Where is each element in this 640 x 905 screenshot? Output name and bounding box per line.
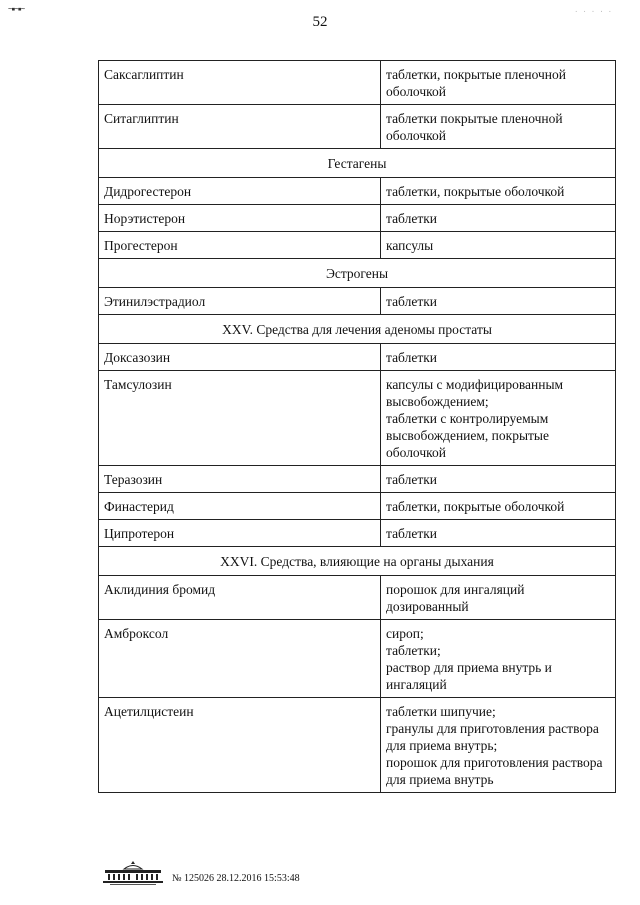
dosage-form-line: таблетки, покрытые пленочной оболочкой — [386, 67, 567, 99]
scan-artifact-left: ~▪~▪~ — [8, 5, 25, 13]
dosage-forms — [381, 620, 616, 698]
dosage-form-line: таблетки с контролируемым высвобождением, покрытые оболочкой — [386, 411, 549, 460]
drug-name: Этинилэстрадиол — [99, 288, 381, 315]
drug-name: Норэтистерон — [99, 205, 381, 232]
table-row — [99, 105, 616, 149]
table-row — [99, 178, 616, 205]
drug-name: Ацетилцистеин — [99, 698, 381, 793]
dosage-form-line: таблетки — [386, 472, 438, 487]
dosage-form-line: таблетки шипучие; — [386, 704, 496, 719]
table-row — [99, 576, 616, 620]
drug-name: Ципротерон — [99, 520, 381, 547]
table-row — [99, 698, 616, 793]
dosage-form-line: таблетки; — [386, 643, 441, 658]
drug-name: Саксаглиптин — [99, 61, 381, 105]
dosage-forms — [381, 205, 616, 232]
dosage-form-line: таблетки покрытые пленочной оболочкой — [386, 111, 563, 143]
dosage-form-line: таблетки — [386, 211, 438, 226]
section-header-row — [99, 149, 616, 178]
section-title: Эстрогены — [99, 259, 616, 288]
dosage-form-line: порошок для приготовления раствора для приема внутрь — [386, 755, 603, 787]
dosage-form-line: сироп; — [386, 626, 424, 641]
drug-name: Ситаглиптин — [99, 105, 381, 149]
dosage-forms — [381, 105, 616, 149]
dosage-form-line: таблетки, покрытые оболочкой — [386, 184, 565, 199]
drug-name: Амброксол — [99, 620, 381, 698]
table-row — [99, 520, 616, 547]
dosage-forms — [381, 493, 616, 520]
section-title: XXV. Средства для лечения аденомы простаты — [99, 315, 616, 344]
section-header-row — [99, 547, 616, 576]
drug-name: Тамсулозин — [99, 371, 381, 466]
dosage-forms — [381, 520, 616, 547]
dosage-form-line: капсулы с модифицированным высвобождением; — [386, 377, 564, 409]
drug-name: Дидрогестерон — [99, 178, 381, 205]
dosage-form-line: таблетки — [386, 294, 438, 309]
drug-table — [98, 60, 616, 793]
drug-name: Финастерид — [99, 493, 381, 520]
table-row — [99, 205, 616, 232]
section-header-row — [99, 315, 616, 344]
table-row — [99, 493, 616, 520]
table-row — [99, 288, 616, 315]
dosage-form-line: раствор для приема внутрь и ингаляций — [386, 660, 552, 692]
drug-name: Аклидиния бромид — [99, 576, 381, 620]
section-header-row — [99, 259, 616, 288]
table-row — [99, 61, 616, 105]
registration-stamp: № 125026 28.12.2016 15:53:48 — [172, 873, 300, 884]
dosage-form-line: таблетки, покрытые оболочкой — [386, 499, 565, 514]
dosage-forms — [381, 232, 616, 259]
dosage-forms — [381, 698, 616, 793]
dosage-form-line: гранулы для приготовления раствора для приема внутрь; — [386, 721, 599, 753]
table-row — [99, 620, 616, 698]
dosage-forms — [381, 344, 616, 371]
table-row — [99, 344, 616, 371]
drug-name: Доксазозин — [99, 344, 381, 371]
dosage-forms — [381, 576, 616, 620]
table-row — [99, 371, 616, 466]
dosage-forms — [381, 371, 616, 466]
dosage-forms — [381, 466, 616, 493]
dosage-form-line: таблетки — [386, 526, 438, 541]
government-emblem-icon — [102, 860, 164, 886]
table-row — [99, 466, 616, 493]
document-footer — [102, 860, 300, 886]
section-title: XXVI. Средства, влияющие на органы дыхания — [99, 547, 616, 576]
dosage-form-line: таблетки — [386, 350, 438, 365]
dosage-form-line: порошок для ингаляций дозированный — [386, 582, 525, 614]
drug-table-body — [99, 61, 616, 793]
dosage-form-line: капсулы — [386, 238, 434, 253]
dosage-forms — [381, 288, 616, 315]
dosage-forms — [381, 61, 616, 105]
section-title: Гестагены — [99, 149, 616, 178]
drug-name: Прогестерон — [99, 232, 381, 259]
scan-artifact-right: · · · · · — [574, 8, 612, 16]
drug-name: Теразозин — [99, 466, 381, 493]
page-number: 52 — [312, 14, 328, 30]
table-row — [99, 232, 616, 259]
dosage-forms — [381, 178, 616, 205]
